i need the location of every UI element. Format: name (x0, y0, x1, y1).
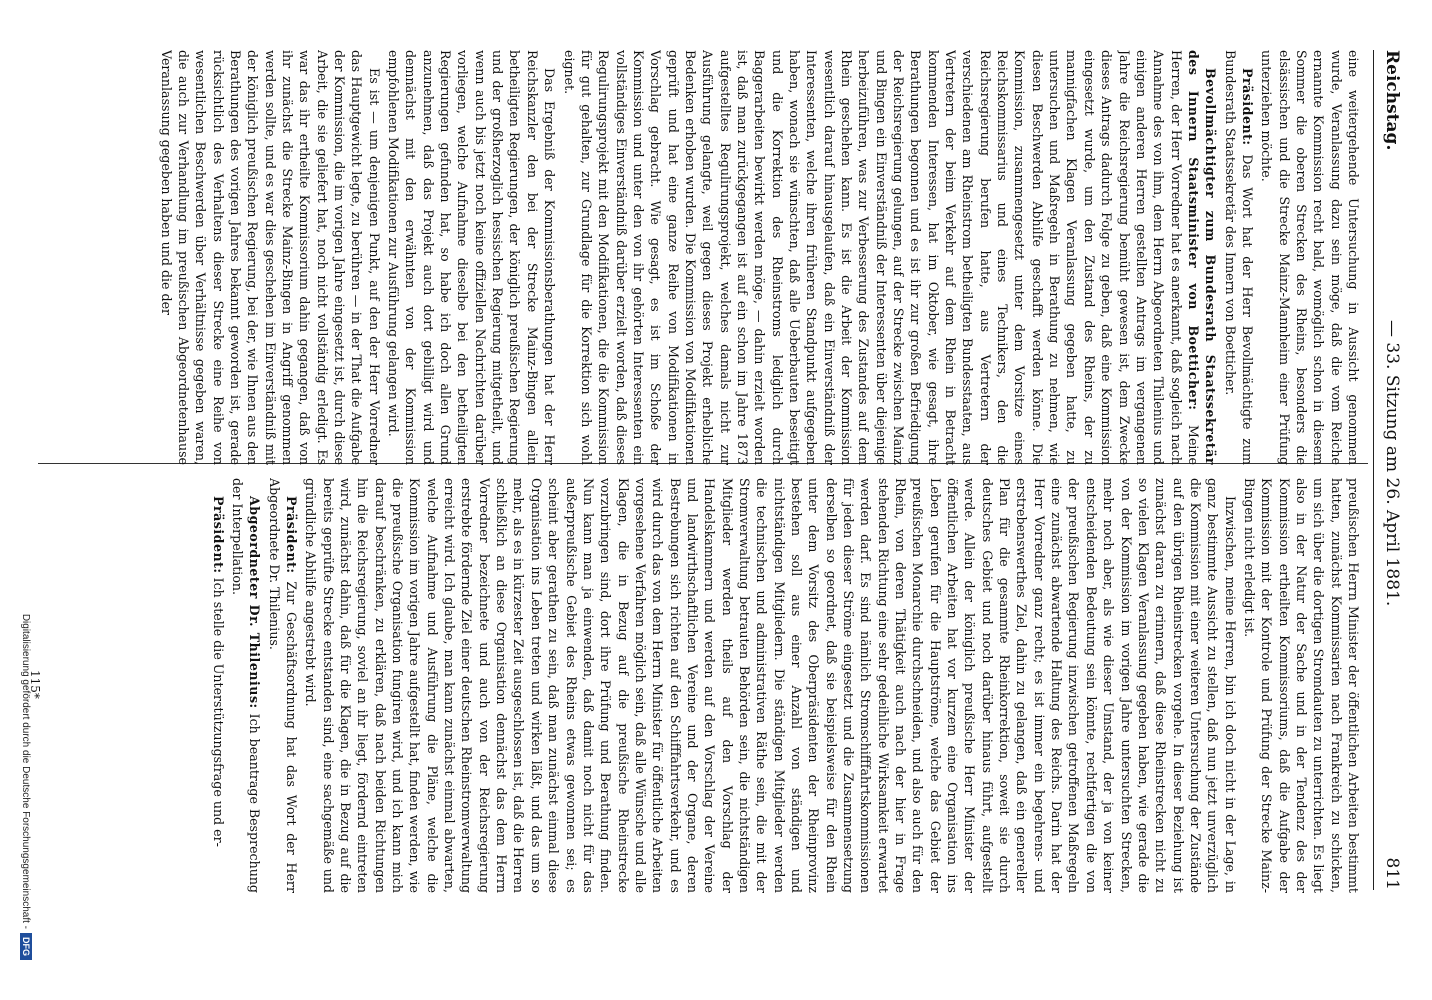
sheet-signature: 115* (28, 670, 42, 699)
digitization-notice (20, 40, 32, 960)
speaker-name: Präsident: (210, 496, 226, 574)
speech-text: Zur Geschäftsordnung hat das Wort der Herr Abgeordnete Dr. Thilenius. (266, 478, 300, 893)
page-header (1372, 50, 1402, 890)
speech-text: Das Wort hat der Herr Bevollmächtigte zum Bundesrath Staatssekretär des Innern von Boetticher. (1222, 50, 1255, 465)
right-column (52, 478, 1362, 893)
speaker-name: Bevollmächtigter zum Bundesrath Staatssekretär des Innern Staatsminister von Boetticher: (1185, 50, 1219, 465)
dfg-logo: DFG (20, 933, 32, 960)
text-paragraph: Es ist — um denjenigen Punkt, auf den der Herr Vorredner das Hauptgewicht legte, zu berühren — in der That die Aufgabe der Kommission, die im vorigen Jahre eingesetzt ist, durch diese Arbeit, die sie geliefert hat, noch nicht vollständig erledigt. Es war das ihr ertheilte Kommissorium dahin gegangen, daß von ihr zunächst die Strecke Mainz-Bingen in Angriff genommen werden sollte, und es war dies geschehen im Einverständniß mit der königlich preußischen Regierung, bei der, wie Ihnen aus den Berathungen des vorigen Jahres bekannt geworden ist, gerade rücksichtlich des Verhaltens dieser Strecke eine Reihe von wesentlichen Beschwerden über Verhältnisse gegeben waren, die auch zur Verhandlung im preußischen Abgeordnetenhause Veranlassung gegeben haben und die der (158, 50, 382, 465)
speaker-paragraph (229, 478, 264, 893)
speech-text: Ich beantrage Besprechung der Interpellation. (230, 478, 263, 893)
speaker-paragraph (265, 478, 300, 893)
header-session: — 33. Sitzung am 26. April 1881. (1382, 320, 1402, 607)
header-title: Reichstag. (1382, 50, 1402, 151)
text-paragraph: preußischen Herrn Minister der öffentlichen Arbeiten bestimmt hatten, zunächst Kommissarien nach Frankreich zu schicken, um sich über die dortigen Stromdauten zu unterrichten. Es liegt also in der Natur der Sache und in der Tendenz des der Kommission ertheilten Kommissoriums, daß die Aufgabe der Kommission mit der Kontrole und Prüfung der Strecke Mainz-Bingen nicht erledigt ist. (1241, 478, 1361, 893)
text-paragraph: eine weitergehende Untersuchung in Aussicht genommen wurde, Veranlassung dazu sein möge, daß die vom Reiche ernannte Kommission recht bald, womöglich schon in diesem Sommer die oberen Strecken des Rheins, besonders die elsässischen und die Strecke Mainz-Mannheim einer Prüfung unterziehen möchte. (1259, 50, 1361, 465)
speaker-name: Abgeordneter Dr. Thilenius: (247, 496, 263, 709)
speaker-paragraph (1221, 50, 1256, 465)
header-rule (1373, 50, 1374, 890)
text-paragraph: Das Ergebniß der Kommissionsberathungen hat der Herr Reichskanzler den bei der Strecke Mainz-Bingen allein betheiligten Regierungen, der königlich preußischen Regierung und der großherzoglich hessischen Regierung mitgetheilt, und wenn auch bis jetzt noch keine offiziellen Nachrichten darüber vorliegen, welche Aufnahme dieselbe bei den betheiligten Regierungen gefunden hat, so habe ich doch allen Grund anzunehmen, daß das Projekt auch dort gebilligt wird und demnächst mit den erwähnten von der Kommission empfohlenen Modifikationen zur Ausführung gelangen wird. (386, 50, 558, 465)
speaker-paragraph (209, 478, 226, 893)
digitization-text: Digitalisierung gefördert durch die Deutsche Forschungsgemeinschaft - (20, 613, 31, 929)
page-number: 811 (1382, 857, 1402, 890)
speech-text: Ich stelle die Unterstützungsfrage und er- (210, 577, 226, 847)
speaker-name: Präsident: (284, 496, 300, 574)
left-column (52, 50, 1362, 465)
speech-text: Meine Herren, der Herr Vorredner hat es anerkannt, daß sogleich nach Annahme des von ihm, dem Herrn Abgeordneten Thilenius und einigen anderen Herren gestellten Antrags im vergangenen Jahre die Reichsregierung bemüht gewesen ist, dem Zwecke dieses Antrags dadurch Folge zu geben, daß eine Kommission eingesetzt wurde, um den Zustand des Rheins, der zu mannigfachen Klagen Veranlassung gegeben hatte, zu untersuchen und Maßregeln in Berathung zu nehmen, wie diesen Beschwerden Abhilfe geschafft werden könne. Die Kommission, zusammengesetzt unter dem Vorsitze eines Reichskommissarius und eines Technikers, den die Reichsregierung berufen hatte, aus Vertretern der verschiedenen am Rheinstrom betheiligten Bundesstaaten, aus Vertretern der beim Verkehr auf dem Rhein in Betracht kommenden Interessen, hat im Oktober, wie gesagt, ihre Berathungen begonnen und es ist ihr zur großen Befriedigung der Reichsregierung gelungen, auf der Strecke zwischen Mainz und Bingen ein Einverständniß der Interessenten über diejenige herbeizuführen, was zur Verbesserung des Zustandes auf dem Rhein geschehen kann. Es ist die Arbeit der Kommission wesentlich darauf hinausgelaufen, daß ein Einverständniß der Interessenten, welche ihren früheren Standpunkt aufgegeben haben, wonach sie wünschten, daß alle Ueberbauten beseitigt und die Korrektion des Rheinstroms lediglich durch Baggerarbeiten bewirkt werden möge, — dahin erzielt worden ist, daß man zurückgegangen ist auf ein schon im Jahre 1873 aufgestelltes Regulirungsprojekt, welches damals nicht zur Ausführung gelangte, weil gegen dieses Projekt erhebliche Bedenken erhoben wurden. Die Kommission von Modifikationen geprüft und hat eine ganze Reihe von Modifikationen in Vorschlag gebracht. Wie gesagt, es ist im Schoße der Kommission und unter den von ihr gehörten Interessenten ein vollständiges Einverständniß darüber erzielt worden, daß dieses Regulirungsprojekt mit den Modifikationen, die die Kommission für gut gehalten, zur Grundlage für die Korrektion sich wohl eignet. (561, 50, 1201, 465)
speaker-paragraph (560, 50, 1219, 465)
text-paragraph: Inzwischen, meine Herren, bin ich doch nicht in der Lage, in ganz bestimmte Aussicht zu stellen, daß nun jetzt unverzüglich die Kommission mit einer weiteren Untersuchung der Zustände auf den übrigen Rheinstrecken vorgehe. In dieser Beziehung ist zunächst daran zu erinnern, daß diese Rheinstrecken nicht zu so vielen Klagen Veranlassung gegeben haben, wie gerade die von der Kommission im vorigen Jahre untersuchten Strecken, mehr noch aber, als wie dieser Umstand, der ja von keiner entscheidenden Bedeutung sein könnte, rechtfertigen die von der preußischen Regierung inzwischen getroffenen Maßregeln eine zunächst abwartende Haltung des Reichs. Darin hat der Herr Vorredner ganz recht; es ist immer ein begehrens- und erstrebenswerthes Ziel, dahin zu gelangen, daß ein genereller Plan für die gesammte Rheinkorrektion, soweit sie durch deutsches Gebiet und noch darüber hinaus führt, aufgestellt werde. Allein der königlich preußische Herr Minister der öffentlichen Arbeiten hat vor kurzem eine Organisation ins Leben gerufen für die Hauptströme, welche das Gebiet der preußischen Monarchie durchschneiden, und also auch für den Rhein, von deren Thätigkeit auch nach der hier in Frage stehenden Richtung eine sehr gedeihliche Wirksamkeit erwartet werden darf. Es sind nämlich Stromschifffahrtskommissionen für jeden dieser Ströme eingesetzt und die Zusammensetzung derselben so geordnet, daß sie beispielsweise für den Rhein unter dem Vorsitz des Oberpräsidenten der Rheinprovinz bestehen soll aus einer Anzahl von ständigen und nichtständigen Mitgliedern. Die ständigen Mitglieder werden die technischen und administrativen Räthe sein, die mit der Stromverwaltung betrauten Behörden sein, die nichtständigen Mitglieder werden theils auf den Vorschlag der Handelskammern und werden auf den Vorschlag der Vereine und landwirthschaftlichen Vereine und der Organe, deren Bestrebungen sich richten auf den Schifffahrtsverkehr, und es wird durch das von dem Herrn Minister für öffentliche Arbeiten vorgesehene Verfahren möglich sein, daß alle Wünsche und alle Klagen, die in Bezug auf die preußische Rheinstrecke vorzubringen sind, dort ihre Prüfung und Berathung finden. Nun kann man ja einwenden, daß damit noch nicht für das außerpreußische Gebiet des Rheins etwas gewonnen sei; es scheint aber gerathen zu sein, daß man zunächst einmal diese Organisation ins Leben treten und wirken läßt, und das um so mehr, als es in kürzester Zeit ausgeschlossen ist, daß die Herren schließlich an diese Organisation dennächst das dem Herrn Vorredner bezeichnete und auch von der Reichsregierung erstrebte fördernde Ziel einer deutschen Rheinstromverwaltung erreicht wird. Ich glaube, man kann zunächst einmal abwarten, welche Aufnahme und Ausführung die Pläne, welche die Kommission im vorigen Jahre aufgestellt hat, finden werden, wie die preußische Organisation fungiren wird, und ich kann mich darauf beschränken, zu erklären, daß nach beiden Richtungen hin die Reichsregierung, soviel an ihr liegt, fördernd eintreten wird, zunächst dahin, daß für die Klagen, die in Bezug auf die bereits geprüfte Strecke entstanden sind, eine sachgemäße und gründliche Abhilfe angestrebt wird. (303, 478, 1238, 893)
speaker-name: Präsident: (1239, 68, 1255, 146)
